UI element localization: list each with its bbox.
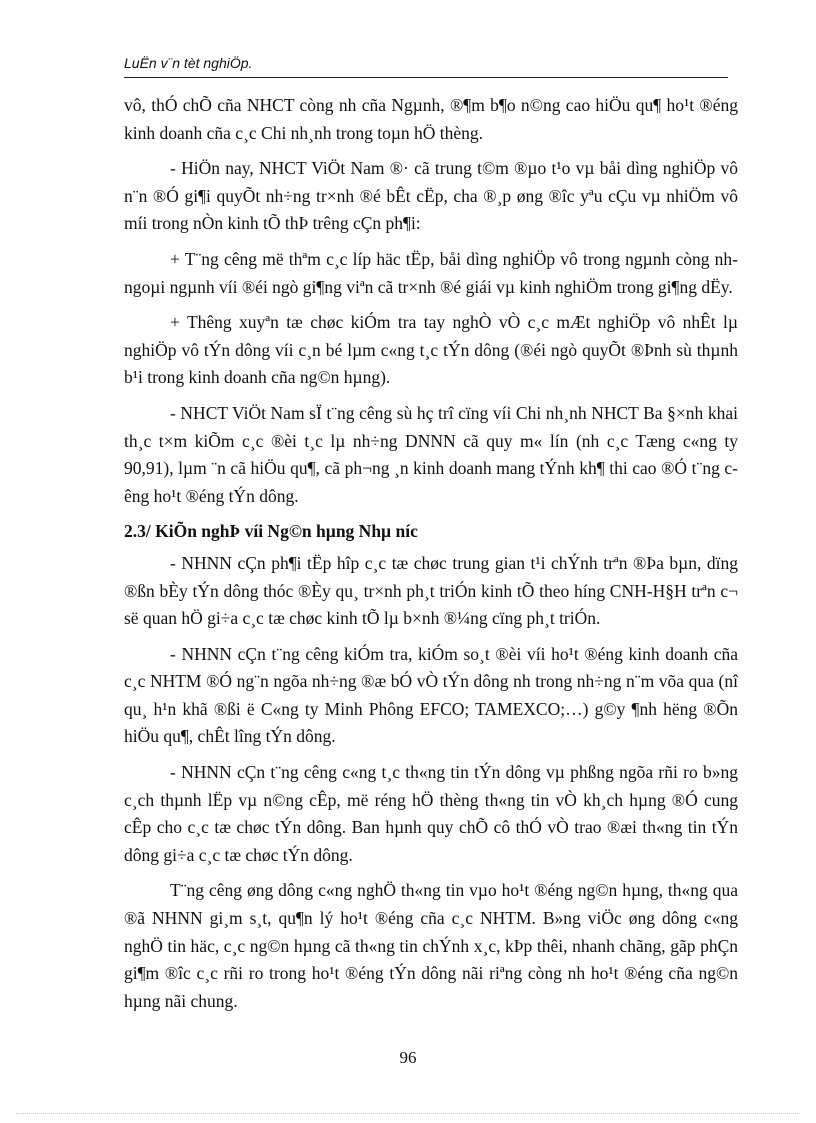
page-number: 96 <box>399 1048 417 1067</box>
section-heading: 2.3/ KiÕn nghÞ víi Ng©n hµng Nhµ níc <box>124 521 418 542</box>
paragraph-support-branch: - NHCT ViÖt Nam sÏ t¨ng cêng sù hç trî cïng víi Chi nh¸nh NHCT Ba §×nh khai th¸c t×m kiÕm c¸c ®èi t¸c lµ nh÷ng DNNN cã quy m« lín (nh c¸c Tæng c«ng ty 90,91), lµm ¨n cã hiÖu qu¶, cã ph¬ng ¸n kinh doanh mang tÝnh kh¶ thi cao ®Ó t¨ng cêng ho¹t ®éng tÝn dông. <box>124 402 738 506</box>
body-text <box>124 92 738 1023</box>
paragraph-training-classes: + T¨ng cêng më thªm c¸c líp häc tËp, båi dìng nghiÖp vô trong ngµnh còng nh ngoµi ngµnh víi ®éi ngò gi¶ng viªn cã tr×nh ®é giái vµ kinh nghiÖm trong gi¶ng dËy. <box>124 248 738 297</box>
paragraph-intermediaries: - NHNN cÇn ph¶i tËp hîp c¸c tæ chøc trung gian t¹i chÝnh trªn ®Þa bµn, dïng ®ßn bÈy tÝn dông thóc ®Èy qu¸ tr×nh ph¸t triÓn kinh tÕ theo híng CNH-H§H trªn c¬ së quan hÖ gi÷a c¸c tæ chøc kinh tÕ lµ b×nh ®¼ng cïng ph¸t triÓn. <box>124 552 738 629</box>
running-header <box>124 55 728 78</box>
paragraph-supervision: - NHNN cÇn t¨ng cêng kiÓm tra, kiÓm so¸t ®èi víi ho¹t ®éng kinh doanh cña c¸c NHTM ®Ó ng¨n ngõa nh÷ng ®æ bÓ vÒ tÝn dông nh trong nh÷ng n¨m võa qua (nî qu¸ h¹n khã ®ßi ë C«ng ty Minh Phông EFCO; TAMEXCO;…) g©y ¶nh hëng ®Õn hiÖu qu¶, chÊt lîng tÝn dông. <box>124 643 738 747</box>
paragraph-it-application: T¨ng cêng øng dông c«ng nghÖ th«ng tin vµo ho¹t ®éng ng©n hµng, th«ng qua ®ã NHNN gi¸m s¸t, qu¶n lý ho¹t ®éng cña c¸c NHTM. B»ng viÖc øng dông c«ng nghÖ tin häc, c¸c ng©n hµng cã th«ng tin chÝnh x¸c, kÞp thêi, nhanh chãng, gãp phÇn gi¶m ®îc c¸c rñi ro trong ho¹t ®éng tÝn dông nãi riªng còng nh ho¹t ®éng cña ng©n hµng nãi chung. <box>124 880 738 1011</box>
running-header-title: LuËn v¨n tèt nghiÖp. <box>124 55 253 71</box>
paragraph-continuation: vô, thÓ chÕ cña NHCT còng nh cña Ngµnh, ®¶m b¶o n©ng cao hiÖu qu¶ ho¹t ®éng kinh doanh cña c¸c Chi nh¸nh trong toµn hÖ thèng. <box>124 95 738 143</box>
paragraph-skill-testing: + Thêng xuyªn tæ chøc kiÓm tra tay nghÒ vÒ c¸c mÆt nghiÖp vô nhÊt lµ nghiÖp vô tÝn dông víi c¸n bé lµm c«ng t¸c tÝn dông (®éi ngò quyÕt ®Þnh sù thµnh b¹i trong kinh doanh cña ng©n hµng). <box>124 312 738 388</box>
paragraph-credit-information: - NHNN cÇn t¨ng cêng c«ng t¸c th«ng tin tÝn dông vµ phßng ngõa rñi ro b»ng c¸ch thµnh lËp vµ n©ng cÊp, më réng hÖ thèng th«ng tin vÒ kh¸ch hµng ®Ó cung cÊp cho c¸c tæ chøc tÝn dông. Ban hµnh quy chÕ cô thÓ vÒ trao ®æi th«ng tin tÝn dông gi÷a c¸c tæ chøc tÝn dông. <box>124 762 738 865</box>
paragraph-training-center: - HiÖn nay, NHCT ViÖt Nam ®· cã trung t©m ®µo t¹o vµ båi dìng nghiÖp vô n¨n ®Ó gi¶i quyÕt nh÷ng tr×nh ®é bÊt cËp, cha ®¸p øng ®îc yªu cÇu vµ nhiÖm vô míi trong nÒn kinh tÕ thÞ trêng cÇn ph¶i: <box>124 158 738 234</box>
page-bottom-divider <box>16 1113 800 1114</box>
